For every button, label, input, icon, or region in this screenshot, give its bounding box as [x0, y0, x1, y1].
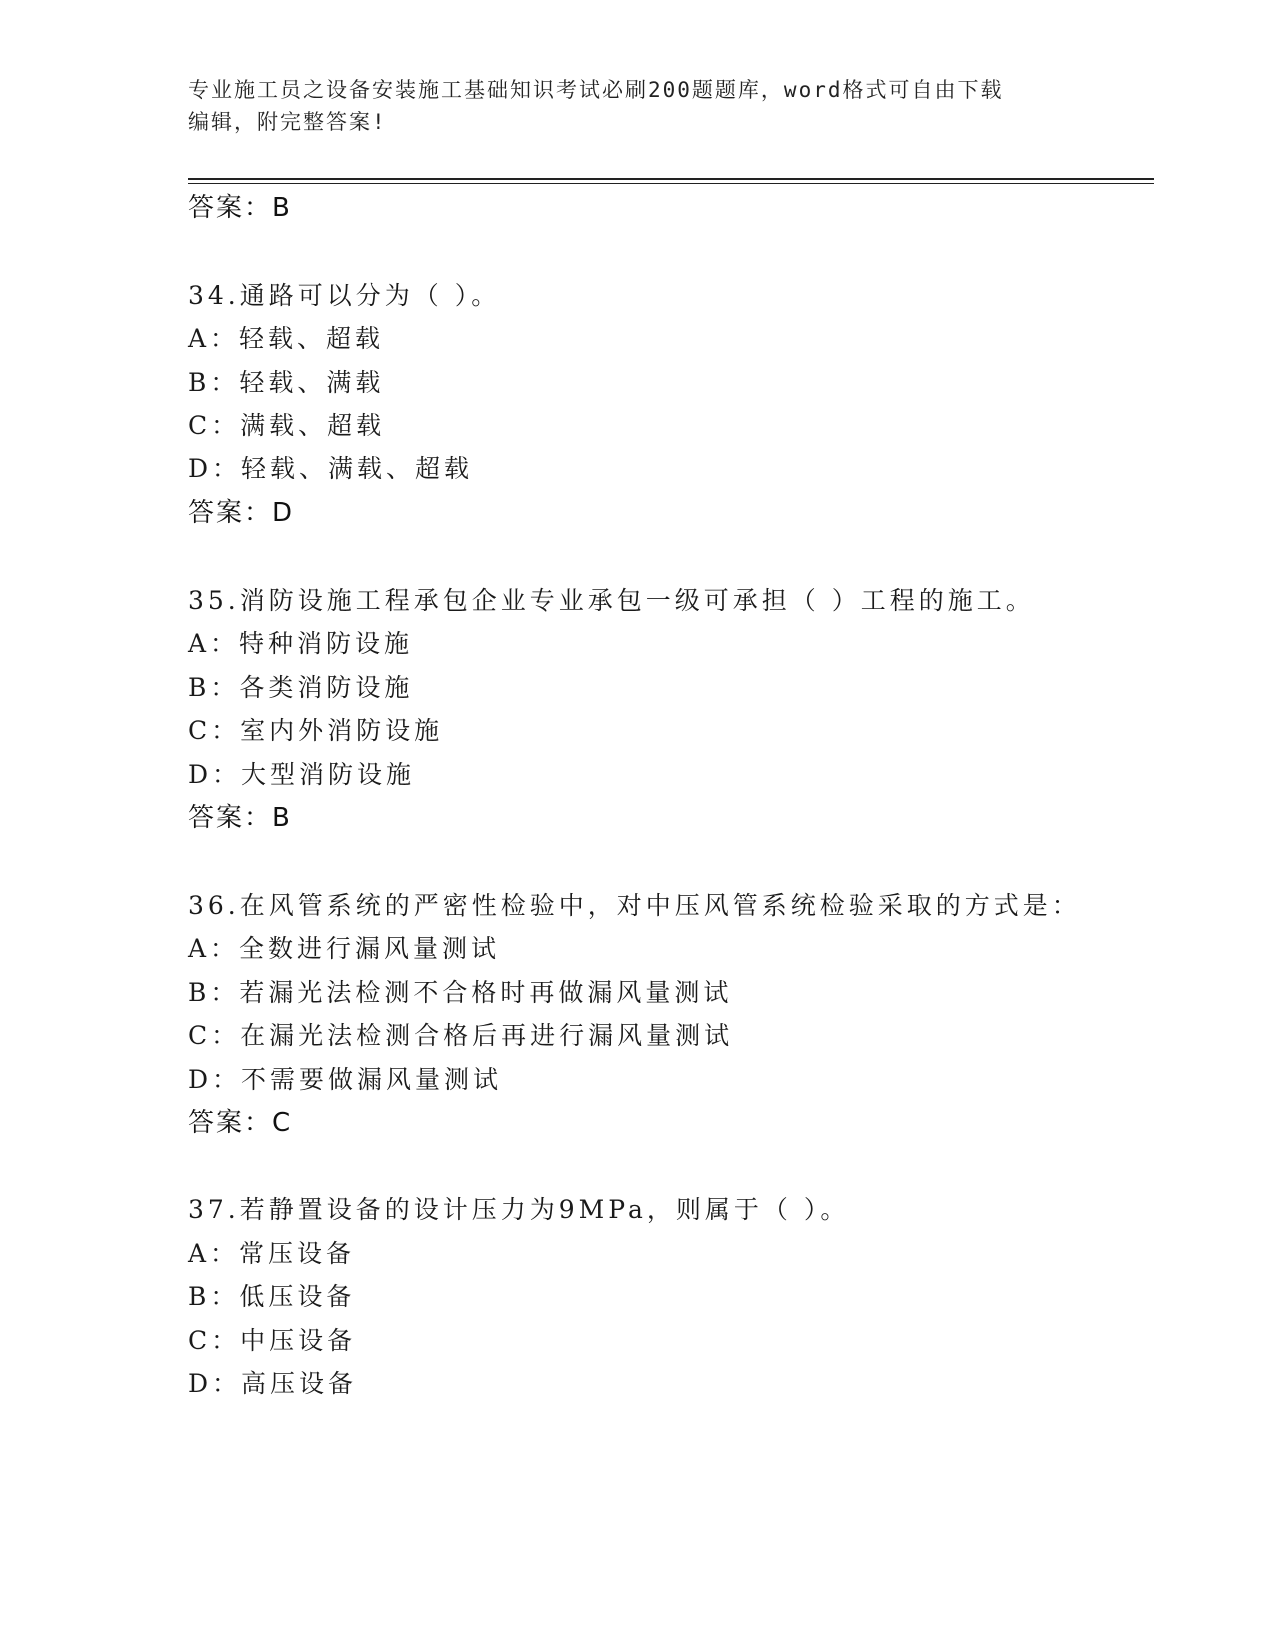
question-35-option-b: B：各类消防设施	[188, 673, 414, 702]
question-37-stem: 37.若静置设备的设计压力为9MPa，则属于（ ）。	[188, 1195, 850, 1224]
question-37-option-c: C：中压设备	[188, 1326, 357, 1355]
document-header	[188, 74, 1088, 138]
question-34-option-d: D：轻载、满载、超载	[188, 454, 474, 483]
question-35-option-c: C：室内外消防设施	[188, 716, 444, 745]
previous-answer: 答案：B	[188, 193, 292, 223]
question-36-option-b: B：若漏光法检测不合格时再做漏风量测试	[188, 978, 733, 1007]
question-37-option-a: A：常压设备	[188, 1239, 356, 1268]
header-divider-thick	[188, 178, 1154, 180]
question-36-answer: 答案：C	[188, 1108, 293, 1138]
question-34-answer: 答案：D	[188, 498, 295, 528]
question-35-answer: 答案：B	[188, 803, 292, 833]
question-34-stem: 34.通路可以分为（ ）。	[188, 281, 501, 310]
question-35-option-a: A：特种消防设施	[188, 629, 414, 658]
header-line-2: 编辑，附完整答案!	[188, 110, 387, 134]
question-36-option-d: D：不需要做漏风量测试	[188, 1065, 503, 1094]
question-35-stem: 35.消防设施工程承包企业专业承包一级可承担（ ）工程的施工。	[188, 586, 1035, 615]
question-34-option-c: C：满载、超载	[188, 411, 386, 440]
question-36-option-c: C：在漏光法检测合格后再进行漏风量测试	[188, 1021, 734, 1050]
question-37-option-b: B：低压设备	[188, 1282, 356, 1311]
question-37-option-d: D：高压设备	[188, 1369, 358, 1398]
question-36-option-a: A：全数进行漏风量测试	[188, 934, 501, 963]
header-line-1: 专业施工员之设备安装施工基础知识考试必刷200题题库，word格式可自由下载	[188, 78, 1004, 102]
question-35-option-d: D：大型消防设施	[188, 760, 416, 789]
header-divider-thin	[188, 183, 1154, 184]
question-34-option-a: A：轻载、超载	[188, 324, 385, 353]
question-36-stem: 36.在风管系统的严密性检验中，对中压风管系统检验采取的方式是：	[188, 891, 1081, 920]
question-34-option-b: B：轻载、满载	[188, 368, 385, 397]
